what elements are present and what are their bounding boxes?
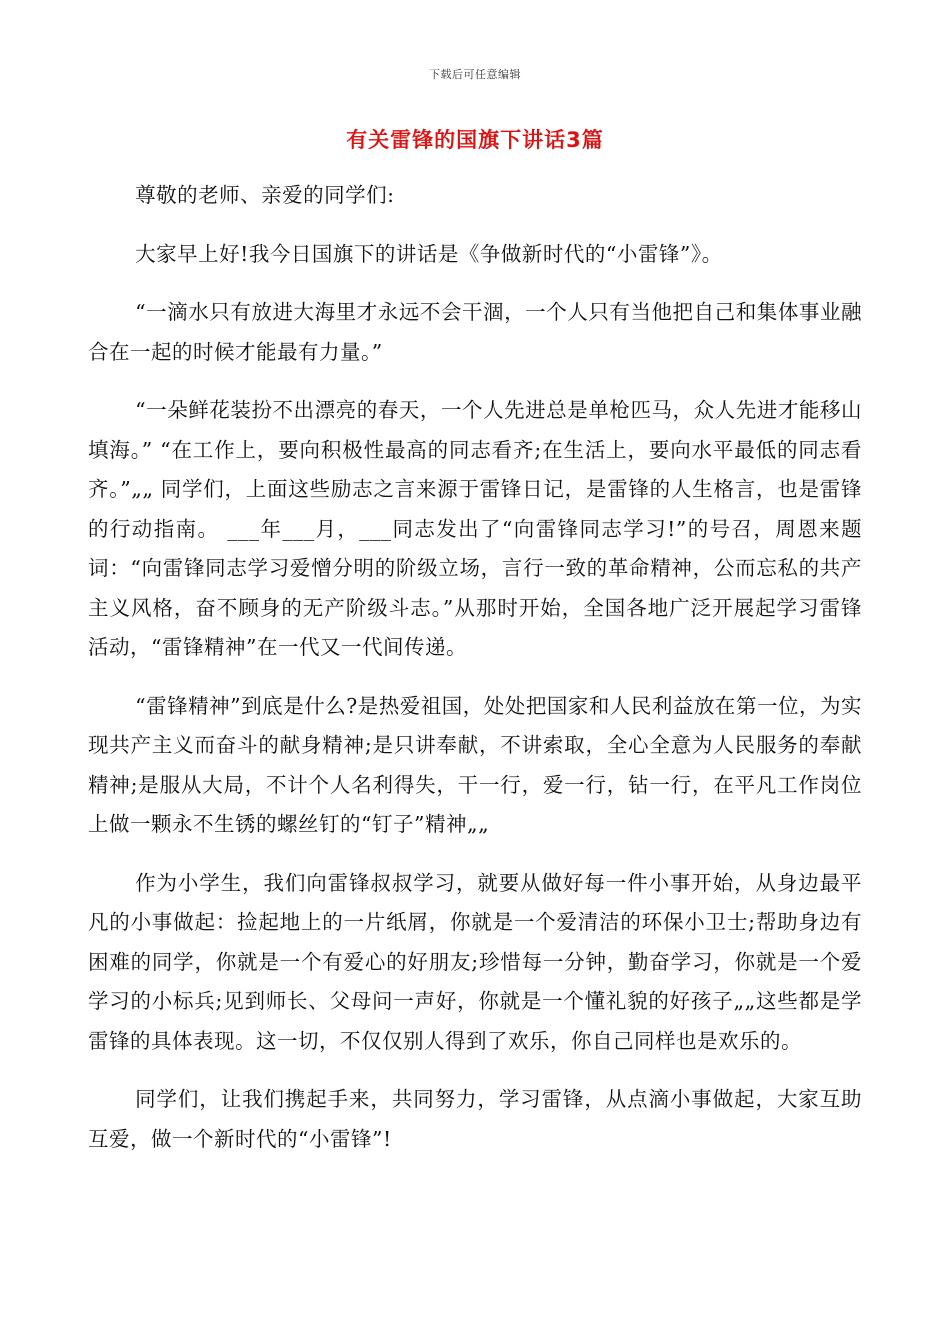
paragraph-students: 作为小学生，我们向雷锋叔叔学习，就要从做好每一件小事开始，从身边最平凡的小事做起：捡起地上的一片纸屑，你就是一个爱清洁的环保小卫士;帮助身边有困难的同学，你就是一个有爱心的好朋友;珍惜每一分钟，勤奋学习，你就是一个爱学习的小标兵;见到师长、父母问一声好，你就是一个懂礼貌的好孩子„„这些都是学雷锋的具体表现。这一切，不仅仅别人得到了欢乐，你自己同样也是欢乐的。 bbox=[88, 870, 862, 1053]
paragraph-greeting: 尊敬的老师、亲爱的同学们: bbox=[135, 183, 395, 207]
document-body bbox=[88, 176, 862, 1178]
header-note: 下载后可任意编辑 bbox=[429, 68, 521, 81]
document-title: 有关雷锋的国旗下讲话3篇 bbox=[346, 128, 604, 152]
paragraph-closing: 同学们，让我们携起手来，共同努力，学习雷锋，从点滴小事做起，大家互助互爱，做一个新时代的“小雷锋”! bbox=[88, 1087, 862, 1151]
paragraph-quote-flower: “一朵鲜花装扮不出漂亮的春天，一个人先进总是单枪匹马，众人先进才能移山填海。” “在工作上，要向积极性最高的同志看齐;在生活上，要向水平最低的同志看齐。”„„ 同学们，上面这些励志之言来源于雷锋日记，是雷锋的人生格言，也是雷锋的行动指南。 ___年___月，___同志发出了“向雷锋同志学习!”的号召，周恩来题词：“向雷锋同志学习爱憎分明的阶级立场，言行一致的革命精神，公而忘私的共产主义风格，奋不顾身的无产阶级斗志。”从那时开始，全国各地广泛开展起学习雷锋活动，“雷锋精神”在一代又一代间传递。 bbox=[88, 398, 862, 659]
paragraph-quote-water: “一滴水只有放进大海里才永远不会干涸，一个人只有当他把自己和集体事业融合在一起的时候才能最有力量。” bbox=[88, 300, 862, 364]
paragraph-spirit: “雷锋精神”到底是什么?是热爱祖国，处处把国家和人民利益放在第一位，为实现共产主义而奋斗的献身精神;是只讲奉献，不讲索取，全心全意为人民服务的奉献精神;是服从大局，不计个人名利得失，干一行，爱一行，钻一行，在平凡工作岗位上做一颗永不生锈的螺丝钉的“钉子”精神„„ bbox=[88, 693, 862, 836]
paragraph-opening: 大家早上好!我今日国旗下的讲话是《争做新时代的“小雷锋”》。 bbox=[135, 241, 723, 266]
